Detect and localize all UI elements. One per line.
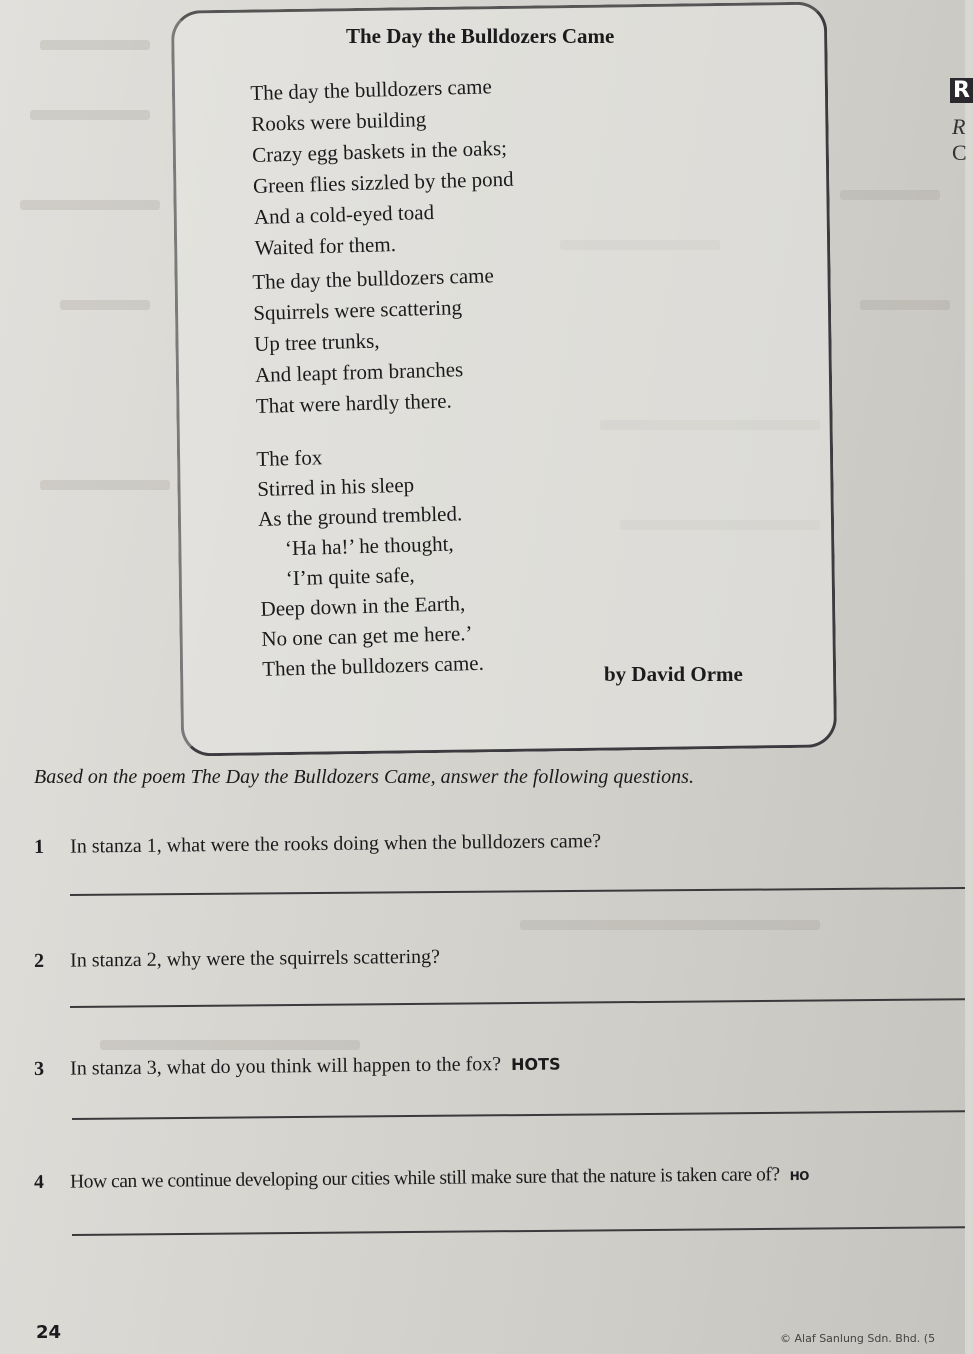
question-2: [34, 946, 440, 973]
poem-title: The Day the Bulldozers Came: [346, 24, 615, 48]
poem-line: Rooks were building: [250, 107, 427, 136]
instruction-text: Based on the poem The Day the Bulldozers Came, answer the following questions.: [34, 766, 694, 788]
answer-line[interactable]: [70, 887, 965, 896]
hots-badge: HOTS: [511, 1054, 561, 1075]
question-number: 1: [34, 835, 45, 858]
answer-line[interactable]: [70, 998, 965, 1008]
question-text: In stanza 2, why were the squirrels scattering?: [69, 945, 441, 972]
poem-line: And leapt from branches: [254, 357, 464, 387]
poem-line: The day the bulldozers came: [252, 263, 495, 294]
poem-line: Green flies sizzled by the pond: [252, 166, 514, 198]
stanza-2: [252, 260, 498, 422]
question-text: In stanza 1, what were the rooks doing when the bulldozers came?: [69, 830, 602, 858]
stanza-3: [256, 438, 484, 684]
hots-badge: HO: [789, 1168, 810, 1184]
poem-line: Up tree trunks,: [253, 328, 380, 356]
question-4: [34, 1164, 809, 1194]
edge-letter: C: [952, 140, 967, 165]
question-number: 4: [34, 1171, 44, 1193]
answer-line[interactable]: [72, 1110, 965, 1120]
question-1: [34, 830, 601, 859]
poem-line: And a cold-eyed toad: [253, 199, 435, 229]
edge-letter: R: [950, 78, 973, 103]
poem-line: No one can get me here.’: [261, 621, 473, 651]
question-text: In stanza 3, what do you think will happen to the fox?: [69, 1053, 502, 1080]
poem-line: Then the bulldozers came.: [261, 650, 485, 681]
copyright-notice: © Alaf Sanlung Sdn. Bhd. (5: [780, 1332, 936, 1345]
question-text: How can we continue developing our cities while still make sure that the nature is taken care of?: [69, 1164, 780, 1193]
poem-line: The day the bulldozers came: [250, 74, 493, 105]
poem-line: The fox: [256, 445, 323, 471]
poem-line: ‘I’m quite safe,: [285, 562, 415, 591]
poem-line: ‘Ha ha!’ he thought,: [284, 531, 454, 561]
poem-line: That were hardly there.: [255, 388, 453, 418]
edge-letter: R: [952, 114, 966, 139]
stanza-1: [250, 71, 516, 264]
page-number: 24: [36, 1322, 62, 1343]
poem-author: by David Orme: [604, 662, 743, 686]
poem-line: Crazy egg baskets in the oaks;: [251, 135, 508, 167]
question-number: 3: [34, 1057, 45, 1080]
poem-line: As the ground trembled.: [257, 501, 463, 531]
question-3: [34, 1052, 561, 1081]
question-number: 2: [34, 949, 45, 972]
poem-line: Waited for them.: [254, 231, 397, 260]
poem-line: Stirred in his sleep: [256, 472, 415, 501]
poem-line: Squirrels were scattering: [252, 295, 463, 325]
answer-line[interactable]: [72, 1226, 965, 1236]
poem-line: Deep down in the Earth,: [260, 591, 466, 621]
